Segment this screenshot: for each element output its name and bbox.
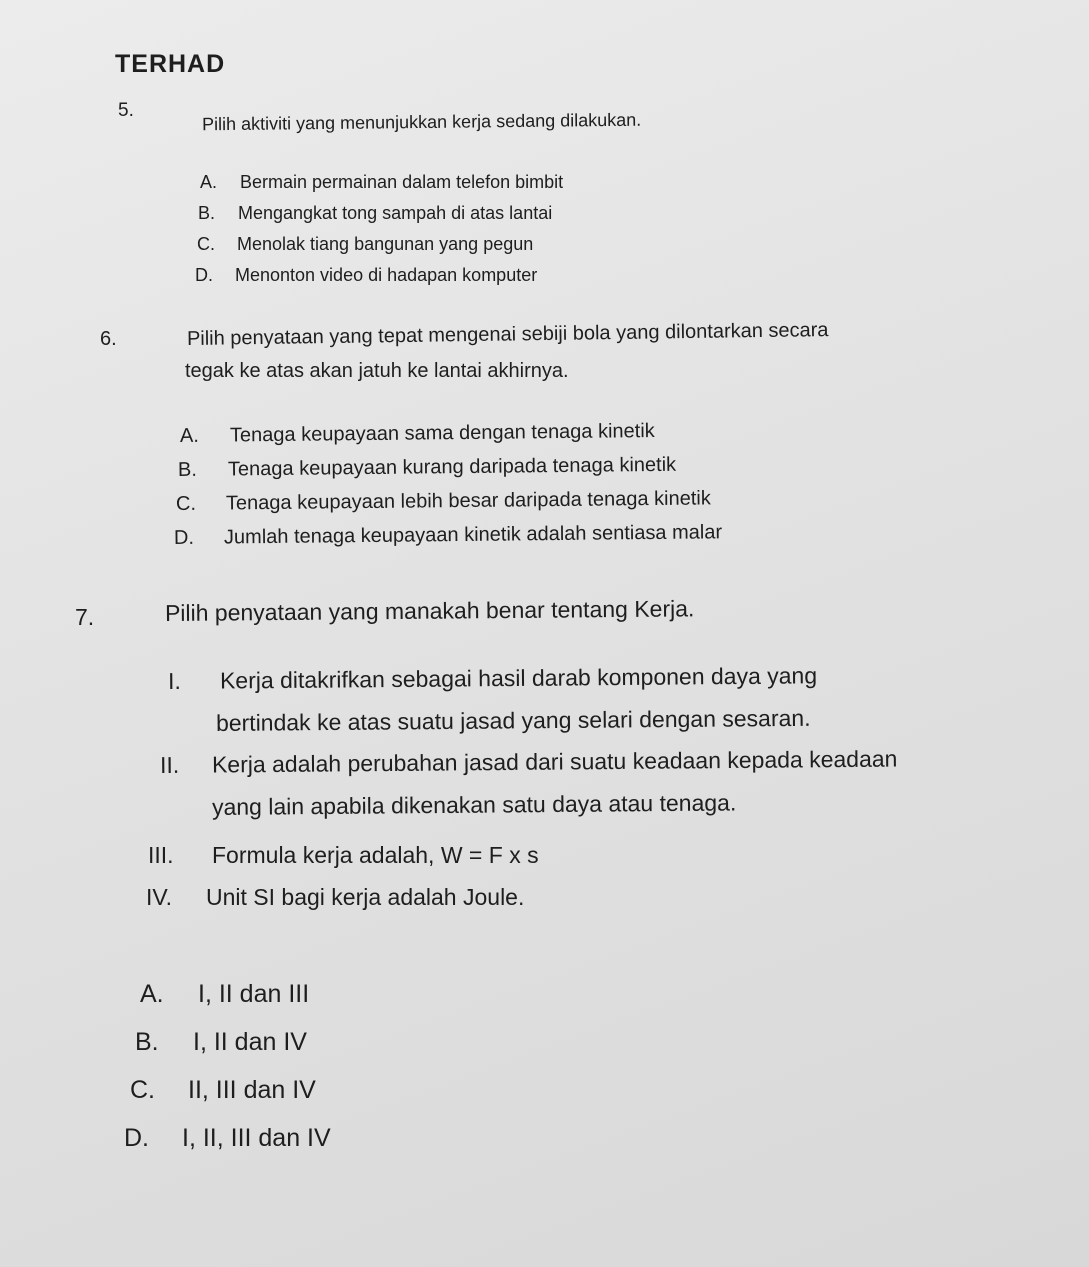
option-letter: D. [195,265,213,285]
option-c[interactable] [130,1076,316,1105]
statement-numeral: III. [148,842,174,868]
option-text: Tenaga keupayaan lebih besar daripada tenaga kinetik [225,487,711,515]
option-text: Bermain permainan dalam telefon bimbit [240,172,564,192]
question-text-line2: tegak ke atas akan jatuh ke lantai akhirnya. [185,360,569,382]
option-text: Menonton video di hadapan komputer [235,265,538,285]
classification-stamp: TERHAD [115,50,226,78]
statement-i [168,662,817,695]
option-b[interactable] [198,203,552,224]
option-b[interactable] [178,454,676,482]
statement-text: Kerja adalah perubahan jasad dari suatu keadaan kepada keadaan [211,745,898,778]
statement-ii [160,746,898,779]
option-d[interactable] [195,265,537,286]
statement-ii-continuation: yang lain apabila dikenakan satu daya atau tenaga. [211,789,737,820]
option-text: Mengangkat tong sampah di atas lantai [238,203,553,223]
statement-text: Kerja ditakrifkan sebagai hasil darab komponen daya yang [219,662,818,694]
option-c[interactable] [197,234,533,255]
question-text-line1: Pilih penyataan yang tepat mengenai sebiji bola yang dilontarkan secara [186,319,829,350]
option-a[interactable] [200,172,563,193]
statement-text: Unit SI bagi kerja adalah Joule. [206,884,525,910]
question-text: Pilih aktiviti yang menunjukkan kerja sedang dilakukan. [201,109,642,135]
statement-i-continuation: bertindak ke atas suatu jasad yang selari dengan sesaran. [215,704,811,736]
option-letter: D. [173,526,195,549]
option-letter: A. [140,980,164,1008]
question-number: 6. [100,328,117,350]
option-text: Tenaga keupayaan sama dengan tenaga kinetik [229,420,655,447]
statement-text: Formula kerja adalah, W = F x s [212,842,539,868]
option-text: Tenaga keupayaan kurang daripada tenaga kinetik [227,453,677,481]
option-text: II, III dan IV [188,1076,316,1104]
statement-numeral: IV. [146,884,173,910]
statement-iii [148,842,539,869]
option-d[interactable] [174,521,722,550]
statement-numeral: I. [167,667,181,694]
question-number: 7. [75,604,95,630]
option-text: Jumlah tenaga keupayaan kinetik adalah sentiasa malar [223,521,723,549]
option-letter: D. [124,1124,149,1152]
option-a[interactable] [140,980,309,1009]
option-letter: B. [198,203,216,223]
option-text: I, II dan III [198,980,310,1008]
option-c[interactable] [176,487,711,516]
statement-numeral: II. [159,751,180,778]
option-letter: C. [130,1076,155,1104]
option-letter: A. [200,172,218,192]
option-a[interactable] [180,420,655,448]
statement-iv [146,884,524,911]
option-letter: A. [179,424,200,447]
option-text: Menolak tiang bangunan yang pegun [237,234,534,254]
option-b[interactable] [135,1028,307,1057]
question-text: Pilih penyataan yang manakah benar tentang Kerja. [164,595,695,626]
option-text: I, II dan IV [193,1028,307,1056]
option-letter: B. [177,458,198,481]
option-text: I, II, III dan IV [182,1124,331,1152]
option-letter: C. [175,492,197,515]
question-number: 5. [118,100,134,121]
option-letter: C. [197,234,215,254]
option-d[interactable] [124,1124,331,1153]
option-letter: B. [135,1028,159,1056]
